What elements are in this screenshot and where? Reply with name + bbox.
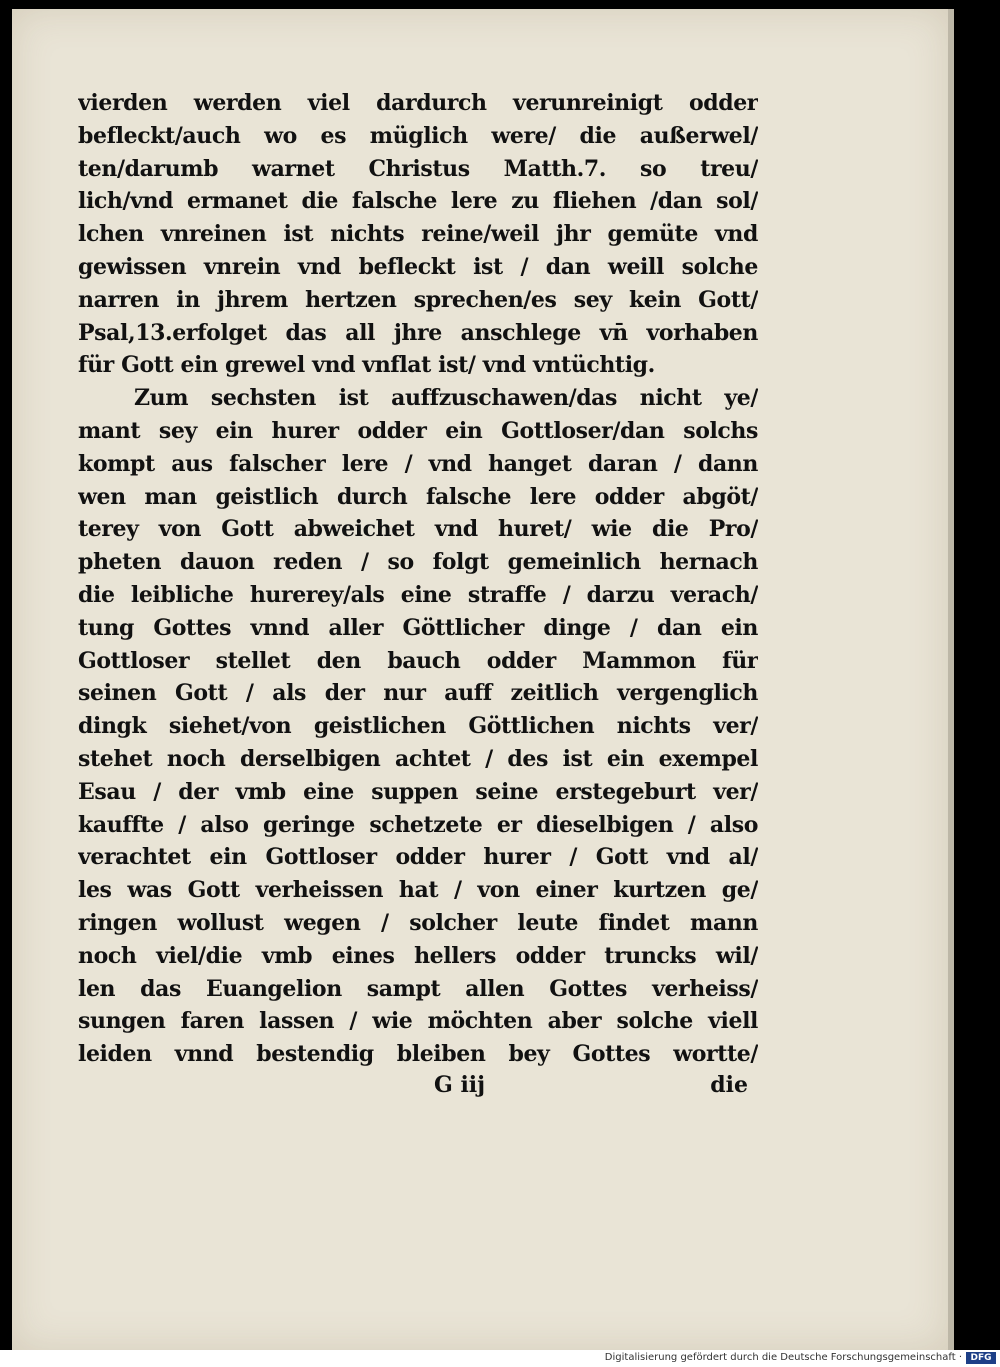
page-edge [948, 9, 954, 1350]
signature-mark: G iij [434, 1072, 486, 1098]
text-line: für Gott ein grewel vnd vnflat ist/ vnd vntüchtig. [78, 352, 655, 379]
text-line: leiden vnnd bestendig bleiben bey Gottes wortte/ [78, 1041, 758, 1068]
text-line: befleckt/auch wo es müglich were/ die außerwel/ [78, 122, 758, 149]
text-line: lich/vnd ermanet die falsche lere zu fliehen /dan sol/ [78, 188, 758, 215]
catchword: die [710, 1072, 748, 1098]
text-line: lchen vnreinen ist nichts reine/weil jhr gemüte vnd [78, 221, 758, 248]
text-line: ten/darumb warnet Christus Matth.7. so treu/ [78, 155, 758, 182]
text-line: dingk siehet/von geistlichen Göttlichen nichts ver/ [78, 713, 758, 740]
text-line: Psal,13.erfolget das all jhre anschlege vn̄ vorhaben [78, 319, 758, 346]
text-line: stehet noch derselbigen achtet / des ist ein exempel [78, 745, 758, 772]
text-line: seinen Gott / als der nur auff zeitlich vergenglich [78, 680, 758, 707]
text-line: narren in jhrem hertzen sprechen/es sey kein Gott/ [78, 286, 758, 313]
text-line: die leibliche hurerey/als eine straffe / darzu verach/ [78, 581, 758, 608]
text-line: tung Gottes vnnd aller Göttlicher dinge / dan ein [78, 614, 758, 641]
book-page [12, 9, 948, 1350]
text-line: Gottloser stellet den bauch odder Mammon für [78, 647, 758, 674]
credit-bar [0, 1350, 1000, 1367]
text-line: verachtet ein Gottloser odder hurer / Gott vnd al/ [78, 844, 758, 871]
text-line: vierden werden viel dardurch verunreinigt odder [78, 90, 758, 116]
text-line: kauffte / also geringe schetzete er dieselbigen / also [78, 811, 758, 838]
text-line: wen man geistlich durch falsche lere odder abgöt/ [78, 483, 758, 510]
funding-credit: Digitalisierung gefördert durch die Deutsche Forschungsgemeinschaft · [604, 1352, 962, 1363]
text-line: gewissen vnrein vnd befleckt ist / dan weill solche [78, 253, 758, 280]
text-line: noch viel/die vmb eines hellers odder truncks wil/ [78, 942, 758, 969]
page-footer-line [78, 1072, 748, 1106]
dfg-logo: DFG [966, 1352, 996, 1364]
paragraph-start-line: Zum sechsten ist auffzuschawen/das nicht ye/ [134, 385, 758, 412]
text-line: kompt aus falscher lere / vnd hanget daran / dann [78, 450, 758, 477]
text-line: sungen faren lassen / wie möchten aber solche viell [78, 1008, 758, 1035]
text-line: les was Gott verheissen hat / von einer kurtzen ge/ [78, 877, 758, 904]
text-line: ringen wollust wegen / solcher leute findet mann [78, 909, 758, 936]
text-line: terey von Gott abweichet vnd huret/ wie die Pro/ [78, 516, 758, 543]
body-text [78, 87, 758, 1071]
text-line: pheten dauon reden / so folgt gemeinlich hernach [78, 549, 758, 576]
text-line: Esau / der vmb eine suppen seine erstegeburt ver/ [78, 778, 758, 805]
text-line: len das Euangelion sampt allen Gottes verheiss/ [78, 975, 758, 1002]
text-line: mant sey ein hurer odder ein Gottloser/dan solchs [78, 417, 758, 444]
